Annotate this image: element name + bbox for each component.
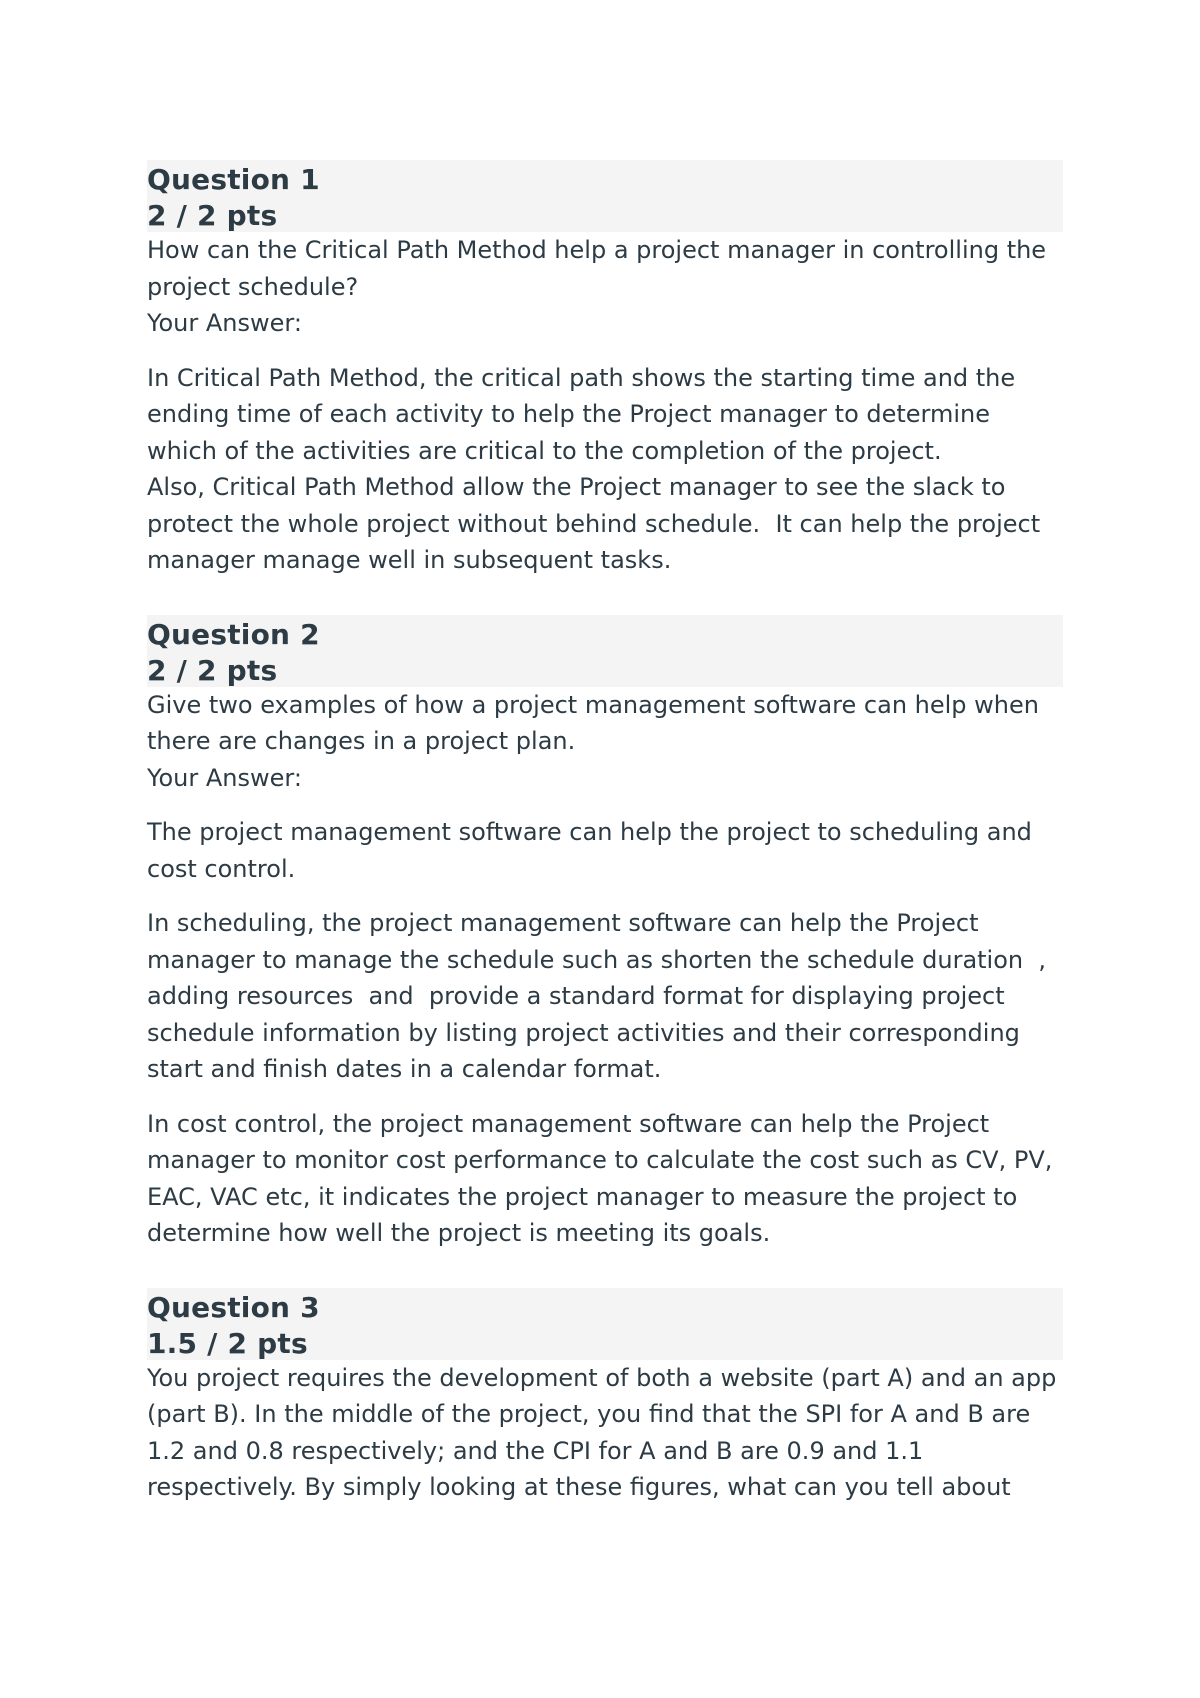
question-score: 2 / 2 pts	[147, 199, 278, 232]
question-prompt: How can the Critical Path Method help a project manager in controlling the project schedule?	[147, 236, 1054, 301]
question-header	[147, 1288, 1063, 1360]
answer-paragraph: In scheduling, the project management software can help the Project manager to manage the schedule such as shorten the schedule duration , adding resources and provide a standard format for displaying project schedule information by listing project activities and their corresponding start and finish dates in a calendar format.	[147, 909, 1054, 1083]
answer-label: Your Answer:	[147, 309, 302, 337]
question-2	[147, 615, 1063, 1252]
question-header	[147, 160, 1063, 232]
question-prompt: Give two examples of how a project management software can help when there are changes in a project plan.	[147, 690, 1047, 755]
answer-paragraph: In cost control, the project management software can help the Project manager to monitor cost performance to calculate the cost such as CV, PV, EAC, VAC etc, it indicates the project manager to measure the project to determine how well the project is meeting its goals.	[147, 1109, 1061, 1247]
question-title: Question 1	[147, 163, 320, 196]
question-score: 2 / 2 pts	[147, 653, 278, 687]
question-3	[147, 1288, 1063, 1506]
quiz-results-page	[147, 160, 1063, 1506]
question-score: 1.5 / 2 pts	[147, 1326, 308, 1360]
question-prompt: You project requires the development of both a website (part A) and an app (part B). In the middle of the project, you find that the SPI for A and B are 1.2 and 0.8 respectively; and the CPI for A and B are 0.9 and 1.1 respectively. By simply looking at these figures, what can you tell about	[147, 1363, 1064, 1501]
question-header	[147, 615, 1063, 687]
question-title: Question 3	[147, 1290, 320, 1324]
answer-paragraph: In Critical Path Method, the critical path shows the starting time and the ending time of each activity to help the Project manager to determine which of the activities are critical to the completion of the project. Also, Critical Path Method allow the Project manager to see the slack to protect the whole project without behind schedule. It can help the project manager manage well in subsequent tasks.	[147, 363, 1041, 574]
answer-paragraph: The project management software can help the project to scheduling and cost control.	[147, 818, 1040, 883]
answer-label: Your Answer:	[147, 763, 302, 792]
question-title: Question 2	[147, 617, 320, 651]
question-1	[147, 160, 1063, 579]
